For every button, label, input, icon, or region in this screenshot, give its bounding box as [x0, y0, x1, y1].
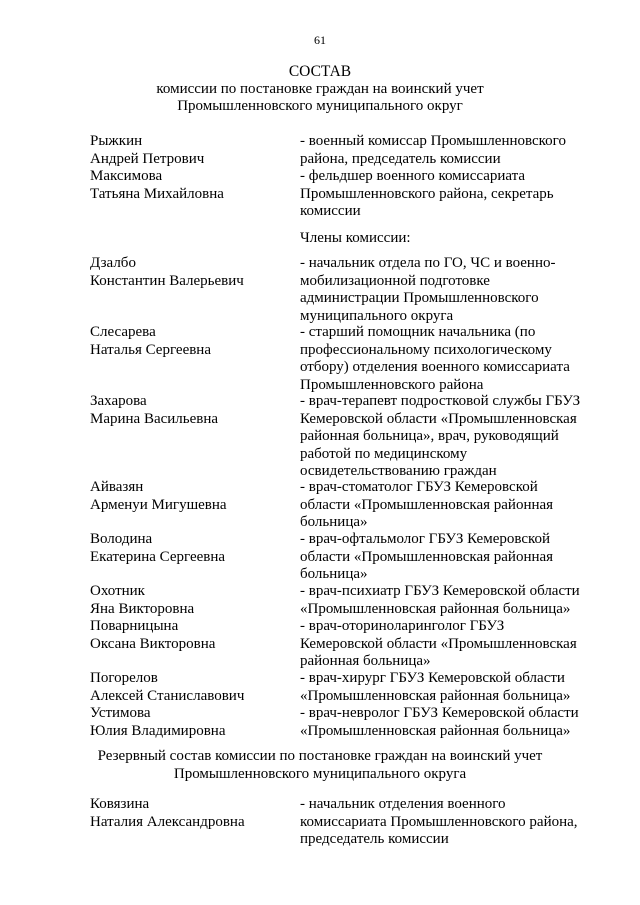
person-role [300, 796, 600, 849]
role-line: - врач-хирург ГБУЗ Кемеровской области [300, 670, 565, 686]
role-line: комиссариата Промышленновского района, [300, 813, 578, 830]
role-line: «Промышленновская районная больница» [300, 687, 571, 704]
person-role [300, 324, 600, 394]
person-name [90, 618, 290, 653]
role-line: администрации Промышленновского [300, 290, 539, 306]
role-line: - начальник отдела по ГО, ЧС и военно- [300, 255, 556, 271]
person-name [90, 583, 290, 618]
given-name: Оксана Викторовна [90, 635, 216, 652]
role-line: районная больница» [300, 653, 431, 669]
given-name: Марина Васильевна [90, 410, 219, 427]
person-role [300, 705, 600, 740]
role-line: Промышленновского района, секретарь [300, 185, 554, 202]
person-name [90, 531, 290, 566]
given-name: Наталия Александровна [90, 813, 245, 830]
role-line: «Промышленновская районная больница» [300, 722, 571, 739]
role-line: - военный комиссар Промышленновского [300, 133, 566, 149]
surname: Ковязина [90, 796, 150, 812]
surname: Слесарева [90, 324, 156, 340]
role-line: - врач-стоматолог ГБУЗ Кемеровской [300, 479, 538, 495]
person-role [300, 531, 600, 584]
reserve-heading-line-1: Резервный состав комиссии по постановке граждан на воинский учет [97, 748, 543, 764]
role-line: отбору) отделения военного комиссариата [300, 359, 570, 375]
role-line: области «Промышленновская районная [300, 548, 554, 565]
surname: Айвазян [90, 479, 144, 495]
role-line: комиссии [300, 203, 361, 219]
given-name: Наталья Сергеевна [90, 341, 211, 358]
person-role [300, 393, 600, 481]
person-name [90, 324, 290, 359]
role-line: больница» [300, 514, 368, 530]
given-name: Арменуи Мигушевна [90, 496, 227, 513]
person-role [300, 583, 600, 618]
person-name [90, 705, 290, 740]
person-name [90, 255, 290, 290]
person-role [300, 168, 600, 221]
role-line: профессиональному психологическому [300, 341, 552, 358]
person-name [90, 796, 290, 831]
role-line: - врач-психиатр ГБУЗ Кемеровской области [300, 583, 580, 599]
role-line: Кемеровской области «Промышленновская [300, 635, 577, 652]
role-line: - врач-терапевт подростковой службы ГБУЗ [300, 393, 581, 409]
surname: Захарова [90, 393, 147, 409]
role-line: района, председатель комиссии [300, 150, 501, 167]
given-name: Константин Валерьевич [90, 272, 244, 289]
role-line: мобилизационной подготовке [300, 272, 490, 289]
given-name: Татьяна Михайловна [90, 185, 224, 202]
members-heading: Члены комиссии: [300, 230, 411, 246]
surname: Максимова [90, 168, 163, 184]
role-line: больница» [300, 566, 368, 582]
surname: Устимова [90, 705, 151, 721]
person-name [90, 670, 290, 705]
role-line: - врач-оториноларинголог ГБУЗ [300, 618, 505, 634]
surname: Охотник [90, 583, 145, 599]
role-line: освидетельствованию граждан [300, 463, 497, 479]
page-number: 61 [314, 33, 326, 47]
given-name: Андрей Петрович [90, 150, 205, 167]
person-name [90, 393, 290, 428]
role-line: председатель комиссии [300, 831, 449, 847]
role-line: районная больница», врач, руководящий [300, 428, 559, 444]
role-line: - врач-невролог ГБУЗ Кемеровской области [300, 705, 579, 721]
role-line: - врач-офтальмолог ГБУЗ Кемеровской [300, 531, 551, 547]
role-line: Промышленновского района [300, 376, 484, 393]
document-title: СОСТАВ [288, 63, 352, 80]
person-name [90, 133, 290, 168]
role-line: работой по медицинскому [300, 445, 468, 462]
role-line: «Промышленновская районная больница» [300, 600, 571, 617]
role-line: области «Промышленновская районная [300, 496, 554, 513]
person-role [300, 479, 600, 532]
given-name: Яна Викторовна [90, 600, 195, 617]
surname: Дзалбо [90, 255, 136, 271]
surname: Погорелов [90, 670, 158, 686]
person-role [300, 133, 600, 168]
role-line: - старший помощник начальника (по [300, 324, 536, 340]
document-subtitle-line-2: Промышленновского муниципального округ [177, 98, 463, 114]
given-name: Юлия Владимировна [90, 722, 226, 739]
person-role [300, 618, 600, 671]
role-line: муниципального округа [300, 307, 454, 324]
person-role [300, 670, 600, 705]
document-subtitle-line-1: комиссии по постановке граждан на воинский учет [156, 81, 484, 97]
surname: Рыжкин [90, 133, 143, 149]
surname: Володина [90, 531, 153, 547]
role-line: - начальник отделения военного [300, 796, 506, 812]
person-name [90, 168, 290, 203]
role-line: - фельдшер военного комиссариата [300, 168, 526, 184]
person-role [300, 255, 600, 325]
given-name: Алексей Станиславович [90, 687, 245, 704]
person-name [90, 479, 290, 514]
given-name: Екатерина Сергеевна [90, 548, 226, 565]
reserve-heading-line-2: Промышленновского муниципального округа [173, 765, 467, 782]
surname: Поварницына [90, 618, 179, 634]
reserve-heading [0, 748, 640, 783]
document-title-block [0, 63, 640, 115]
role-line: Кемеровской области «Промышленновская [300, 410, 577, 427]
